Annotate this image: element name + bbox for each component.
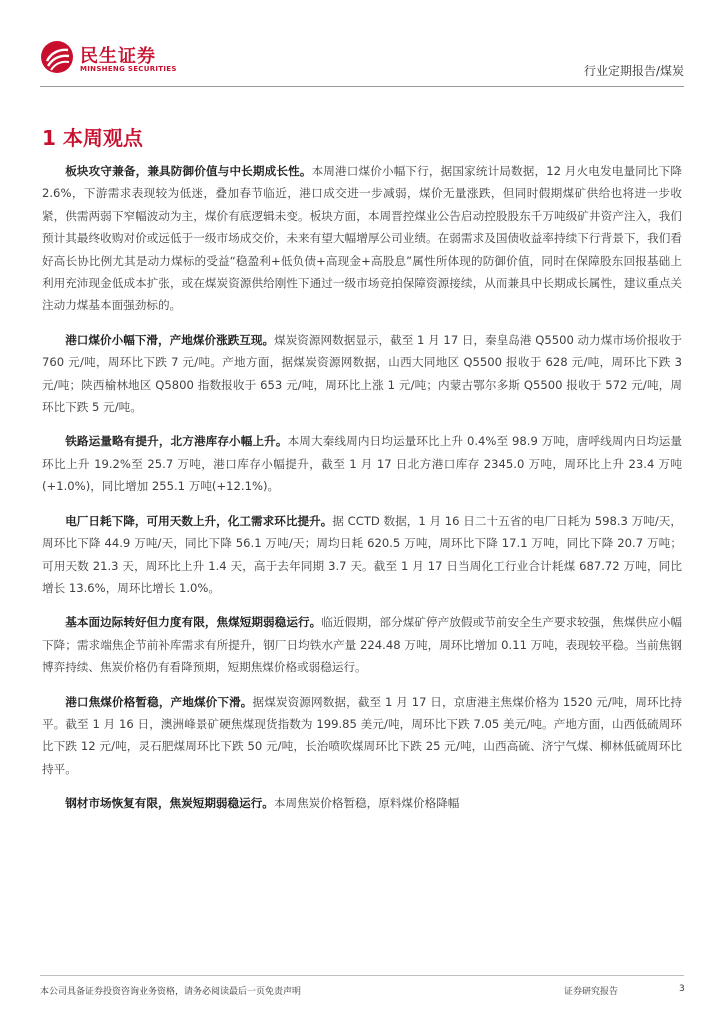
section-title: 1 本周观点 bbox=[42, 126, 143, 150]
paragraph-text: 煤炭资源网数据显示，截至 1 月 17 日，秦皇岛港 Q5500 动力煤市场价报收于 760 元/吨，周环比下跌 7 元/吨。产地方面，据煤炭资源网数据，山西大同地区 Q5500 报收于 628 元/吨，周环比下跌 3 元/吨；陕西榆林地区 Q5800 指数报收于 653 元/吨，周环比上涨 1 元/吨；内蒙古鄂尔多斯 Q5500 报收于 572 元/吨，周环比下跌 5 元/吨。 bbox=[42, 332, 682, 415]
footer-report-label: 证券研究报告 bbox=[564, 987, 619, 997]
paragraph-text: 临近假期，部分煤矿停产放假或节前安全生产要求较强，焦煤供应小幅下降；需求端焦企节前补库需求有所提升，钢厂日均铁水产量 224.48 万吨，周环比增加 0.11 万吨，表现较平稳。当前焦钢博弈持续、焦炭价格仍有看降预期，短期焦煤价格或弱稳运行。 bbox=[42, 615, 682, 675]
minsheng-logo-icon bbox=[40, 40, 74, 74]
paragraph-text: 本周港口煤价小幅下行，据国家统计局数据，12 月火电发电量同比下降 2.6%，下游需求表现较为低迷，叠加春节临近，港口成交进一步减弱，煤价无量涨跌，但同时假期煤矿供给也将进一步收紧，供需两弱下窄幅波动为主，煤价有底逻辑未变。板块方面，本周晋控煤业公告启动控股股东千万吨级矿井资产注入，我们预计其最终收购对价或远低于一级市场成交价，未来有望大幅增厚公司业绩。在弱需求及国债收益率持续下行背景下，我们看好高长协比例尤其是动力煤标的受益“稳盈利+低负债+高现金+高股息”属性所体现的防御价值，同时在保障股东回报基础上利用充沛现金低成本扩张，或在煤炭资源供给刚性下通过一级市场竞拍保障资源接续，从而兼具中长期成长属性，建议重点关注动力煤基本面强劲标的。 bbox=[42, 164, 682, 313]
paragraph-lead: 港口焦煤价格暂稳，产地煤价下滑。 bbox=[65, 694, 253, 709]
paragraph-text: 据煤炭资源网数据，截至 1 月 17 日，京唐港主焦煤价格为 1520 元/吨，周环比持平。截至 1 月 16 日，澳洲峰景矿硬焦煤现货指数为 199.85 美元/吨，周环比下跌 7.05 美元/吨。产地方面，山西低硫周环比下跌 12 元/吨，灵石肥煤周环比下跌 50 元/吨，长治喷吹煤周环比下跌 25 元/吨，山西高硫、济宁气煤、柳林低硫周环比持平。 bbox=[42, 694, 682, 776]
paragraph-text: 本周焦炭价格暂稳，原料煤价格降幅 bbox=[273, 796, 460, 811]
footer-divider bbox=[40, 975, 684, 976]
paragraph-lead: 港口煤价小幅下滑，产地煤价涨跌互现。 bbox=[65, 332, 275, 347]
paragraph-lead: 铁路运量略有提升，北方港库存小幅上升。 bbox=[65, 434, 288, 449]
report-body bbox=[42, 160, 682, 827]
report-type-label: 行业定期报告/煤炭 bbox=[583, 64, 684, 78]
paragraph-port-coal-price bbox=[42, 329, 682, 419]
paragraph-steel-market bbox=[42, 792, 682, 814]
paragraph-power-plant-consumption bbox=[42, 510, 682, 600]
logo-chinese-name: 民生证券 bbox=[80, 46, 156, 67]
paragraph-text: 据 CCTD 数据，1 月 16 日二十五省的电厂日耗为 598.3 万吨/天，周环比下降 44.9 万吨/天，同比下降 56.1 万吨/天；周均日耗 620.5 万吨，周环比下降 17.1 万吨，同比下降 20.7 万吨；可用天数 21.3 天，周环比上升 1.4 天，高于去年同期 3.7 天。截至 1 月 17 日当周化工行业合计耗煤 687.72 万吨，同比增长 13.6%，周环比增长 1.0%。 bbox=[42, 513, 682, 595]
paragraph-lead: 板块攻守兼备，兼具防御价值与中长期成长性。 bbox=[65, 164, 312, 178]
paragraph-lead: 基本面边际转好但力度有限，焦煤短期弱稳运行。 bbox=[65, 615, 322, 630]
paragraph-coking-coal-fundamentals bbox=[42, 611, 682, 678]
paragraph-lead: 电厂日耗下降，可用天数上升，化工需求环比提升。 bbox=[65, 513, 333, 528]
page-number: 3 bbox=[679, 984, 685, 994]
page-header bbox=[40, 40, 684, 86]
paragraph-coking-coal-price bbox=[42, 691, 682, 781]
paragraph-lead: 钢材市场恢复有限，焦炭短期弱稳运行。 bbox=[65, 796, 274, 811]
paragraph-text: 本周大秦线周内日均运量环比上升 0.4%至 98.9 万吨，唐呼线周内日均运量环比上升 19.2%至 25.7 万吨，港口库存小幅提升，截至 1 月 17 日北方港口库存 2345.0 万吨，周环比上升 23.4 万吨(+1.0%)，同比增加 255.1 万吨(+12.1%)。 bbox=[42, 434, 682, 494]
logo-english-name: MINSHENG SECURITIES bbox=[80, 65, 177, 73]
footer-disclaimer: 本公司具备证券投资咨询业务资格，请务必阅读最后一页免责声明 bbox=[40, 987, 302, 997]
header-divider bbox=[40, 86, 684, 87]
paragraph-rail-volume bbox=[42, 430, 682, 497]
paragraph-sector-view bbox=[42, 160, 682, 317]
